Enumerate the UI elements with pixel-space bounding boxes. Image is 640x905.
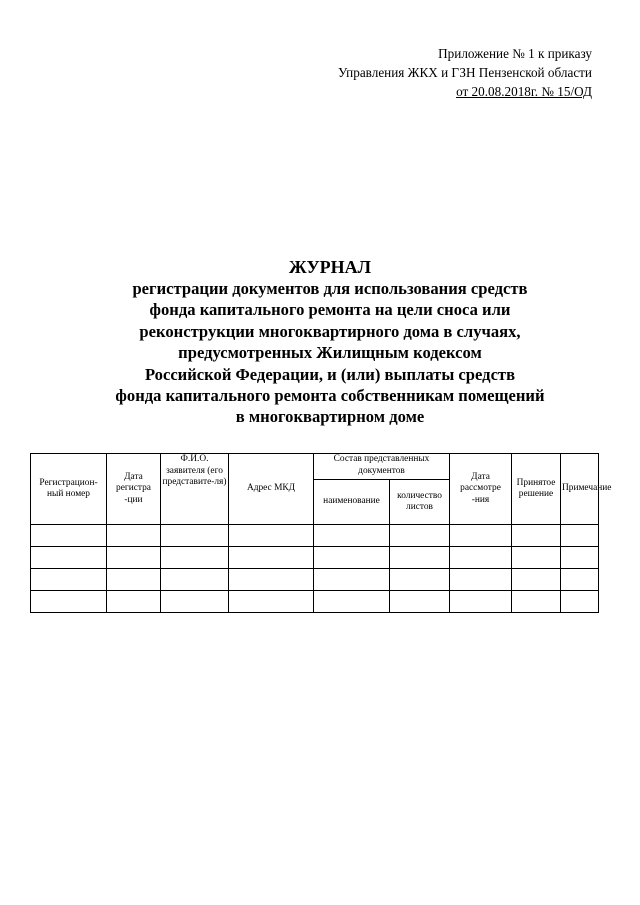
- table-cell: [561, 525, 599, 547]
- header-decision: Принятое решение: [512, 454, 561, 525]
- title-line: регистрации документов для использования средств: [132, 279, 528, 298]
- document-title: [30, 256, 630, 428]
- table-cell: [161, 525, 229, 547]
- table-cell: [512, 569, 561, 591]
- header-note: Примечание: [561, 454, 599, 525]
- table-cell: [161, 569, 229, 591]
- table-cell: [390, 569, 450, 591]
- header-documents-group: Состав представленных документов: [314, 454, 450, 480]
- table-cell: [561, 591, 599, 613]
- table-cell: [161, 591, 229, 613]
- table-row: [31, 525, 599, 547]
- header-applicant: Ф.И.О. заявителя (его представите-ля): [161, 454, 229, 525]
- table-cell: [107, 525, 161, 547]
- header-reg-number: Регистрацион-ный номер: [31, 454, 107, 525]
- table-cell: [107, 547, 161, 569]
- table-cell: [31, 591, 107, 613]
- table-cell: [107, 591, 161, 613]
- table-cell: [450, 591, 512, 613]
- table-cell: [31, 525, 107, 547]
- table-cell: [450, 569, 512, 591]
- title-main: ЖУРНАЛ: [288, 257, 372, 277]
- appendix-line-3: от 20.08.2018г. № 15/ОД: [456, 84, 592, 99]
- appendix-line-2: Управления ЖКХ и ГЗН Пензенской области: [338, 65, 592, 80]
- table-cell: [512, 591, 561, 613]
- table-cell: [561, 547, 599, 569]
- title-line: фонда капитального ремонта на цели сноса или: [149, 300, 511, 320]
- title-line: предусмотренных Жилищным кодексом: [178, 343, 482, 363]
- table-cell: [314, 569, 390, 591]
- header-address: Адрес МКД: [229, 454, 314, 525]
- title-line: в многоквартирном доме: [235, 407, 425, 427]
- table-cell: [229, 525, 314, 547]
- journal-body: [31, 525, 599, 613]
- header-doc-name: наименование: [314, 480, 390, 525]
- table-cell: [314, 591, 390, 613]
- header-reg-date: Дата регистра -ции: [107, 454, 161, 525]
- header-review-date: Дата рассмотре -ния: [450, 454, 512, 525]
- title-line: Российской Федерации, и (или) выплаты средств: [144, 364, 516, 384]
- journal-table: [30, 453, 612, 613]
- table-cell: [390, 525, 450, 547]
- table-cell: [512, 525, 561, 547]
- appendix-line-1: Приложение № 1 к приказу: [438, 46, 592, 61]
- table-cell: [229, 547, 314, 569]
- table-cell: [450, 525, 512, 547]
- title-line: фонда капитального ремонта собственникам помещений: [115, 386, 545, 406]
- table-cell: [314, 547, 390, 569]
- table-cell: [390, 547, 450, 569]
- table-row: [31, 569, 599, 591]
- table-cell: [107, 569, 161, 591]
- table-cell: [161, 547, 229, 569]
- table-cell: [390, 591, 450, 613]
- table-cell: [314, 525, 390, 547]
- table-row: [31, 591, 599, 613]
- table-cell: [31, 547, 107, 569]
- table-cell: [31, 569, 107, 591]
- table-cell: [450, 547, 512, 569]
- table-cell: [512, 547, 561, 569]
- header-doc-sheets: количество листов: [390, 480, 450, 525]
- title-line: реконструкции многоквартирного дома в случаях,: [139, 321, 521, 341]
- appendix-header: [338, 44, 592, 101]
- table-cell: [561, 569, 599, 591]
- table-cell: [229, 569, 314, 591]
- table-row: [31, 547, 599, 569]
- table-cell: [229, 591, 314, 613]
